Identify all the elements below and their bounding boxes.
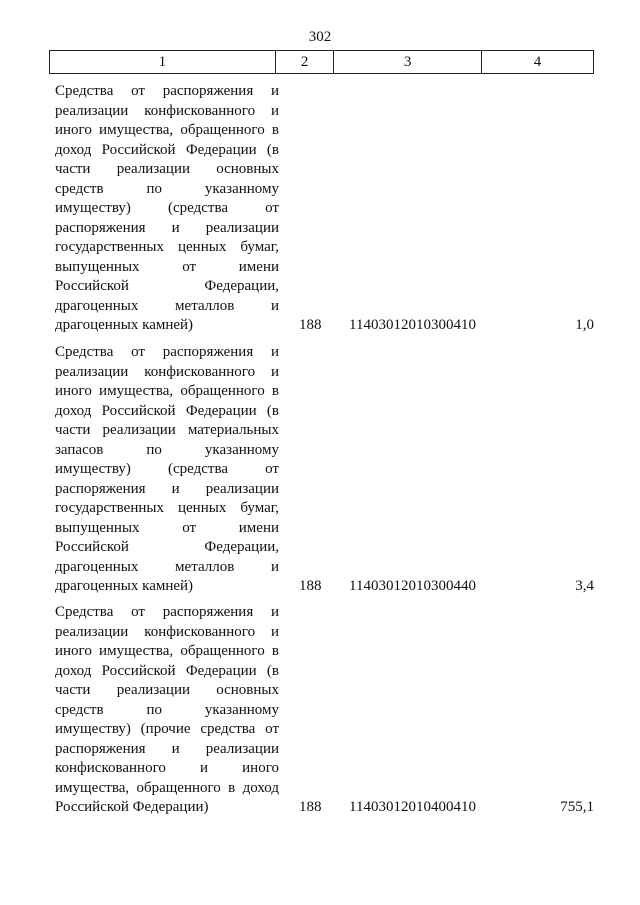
description-line: Российской Федерации) [55, 799, 209, 815]
column-header-4: 4 [481, 51, 593, 74]
description-line: части реализации материальных [55, 422, 279, 438]
admin-code: 188 [299, 798, 322, 815]
admin-code: 188 [299, 316, 322, 333]
description-line: иного имущества, обращенного в [55, 383, 279, 399]
description-line: распоряжения и реализации [55, 219, 279, 236]
description-line: драгоценных металлов и [55, 558, 279, 575]
row-description [55, 343, 279, 597]
budget-classification-code: 11403012010300440 [349, 577, 476, 594]
description-line: иного имущества, обращенного в [55, 122, 279, 138]
amount: 755,1 [560, 798, 594, 815]
page-number: 302 [308, 29, 332, 45]
description-line: доход Российской Федерации (в [55, 662, 279, 679]
description-line: реализации конфискованного и [55, 623, 279, 640]
table-row [0, 603, 640, 817]
description-line: иного имущества, обращенного в [55, 643, 279, 659]
description-line: доход Российской Федерации (в [55, 402, 279, 419]
description-line: средств по указанному [55, 701, 279, 718]
description-line: Средства от распоряжения и [55, 344, 279, 360]
description-line: государственных ценных бумаг, [55, 239, 279, 255]
description-line: реализации конфискованного и [55, 102, 279, 119]
description-line: имуществу) (средства от [55, 461, 279, 477]
column-header-2: 2 [275, 51, 334, 74]
description-line: средств по указанному [55, 180, 279, 197]
description-line: имущества, обращенного в доход [55, 779, 279, 796]
column-header-row [50, 51, 594, 74]
description-line: выпущенных от имени [55, 519, 279, 536]
description-line: драгоценных металлов и [55, 297, 279, 314]
table-row [0, 343, 640, 596]
budget-classification-code: 11403012010300410 [349, 316, 476, 333]
description-line: имуществу) (прочие средства от [55, 721, 279, 737]
description-line: части реализации основных [55, 682, 279, 698]
description-line: Российской Федерации, [55, 539, 279, 555]
column-header-3: 3 [334, 51, 482, 74]
row-description [55, 82, 279, 336]
description-line: выпущенных от имени [55, 258, 279, 275]
admin-code: 188 [299, 577, 322, 594]
amount: 1,0 [575, 316, 594, 333]
description-line: драгоценных камней) [55, 317, 194, 333]
description-line: распоряжения и реализации [55, 480, 279, 497]
row-description [55, 603, 279, 818]
description-line: Средства от распоряжения и [55, 604, 279, 620]
column-header-table [49, 50, 594, 74]
description-line: государственных ценных бумаг, [55, 500, 279, 516]
description-line: Средства от распоряжения и [55, 83, 279, 99]
column-header-1: 1 [50, 51, 276, 74]
description-line: конфискованного и иного [55, 760, 279, 776]
description-line: запасов по указанному [55, 441, 279, 458]
description-line: доход Российской Федерации (в [55, 141, 279, 158]
description-line: распоряжения и реализации [55, 740, 279, 757]
description-line: Российской Федерации, [55, 278, 279, 294]
description-line: реализации конфискованного и [55, 363, 279, 380]
amount: 3,4 [575, 577, 594, 594]
description-line: части реализации основных [55, 161, 279, 177]
description-line: драгоценных камней) [55, 578, 194, 594]
budget-classification-code: 11403012010400410 [349, 798, 476, 815]
table-row [0, 82, 640, 335]
description-line: имуществу) (средства от [55, 200, 279, 216]
